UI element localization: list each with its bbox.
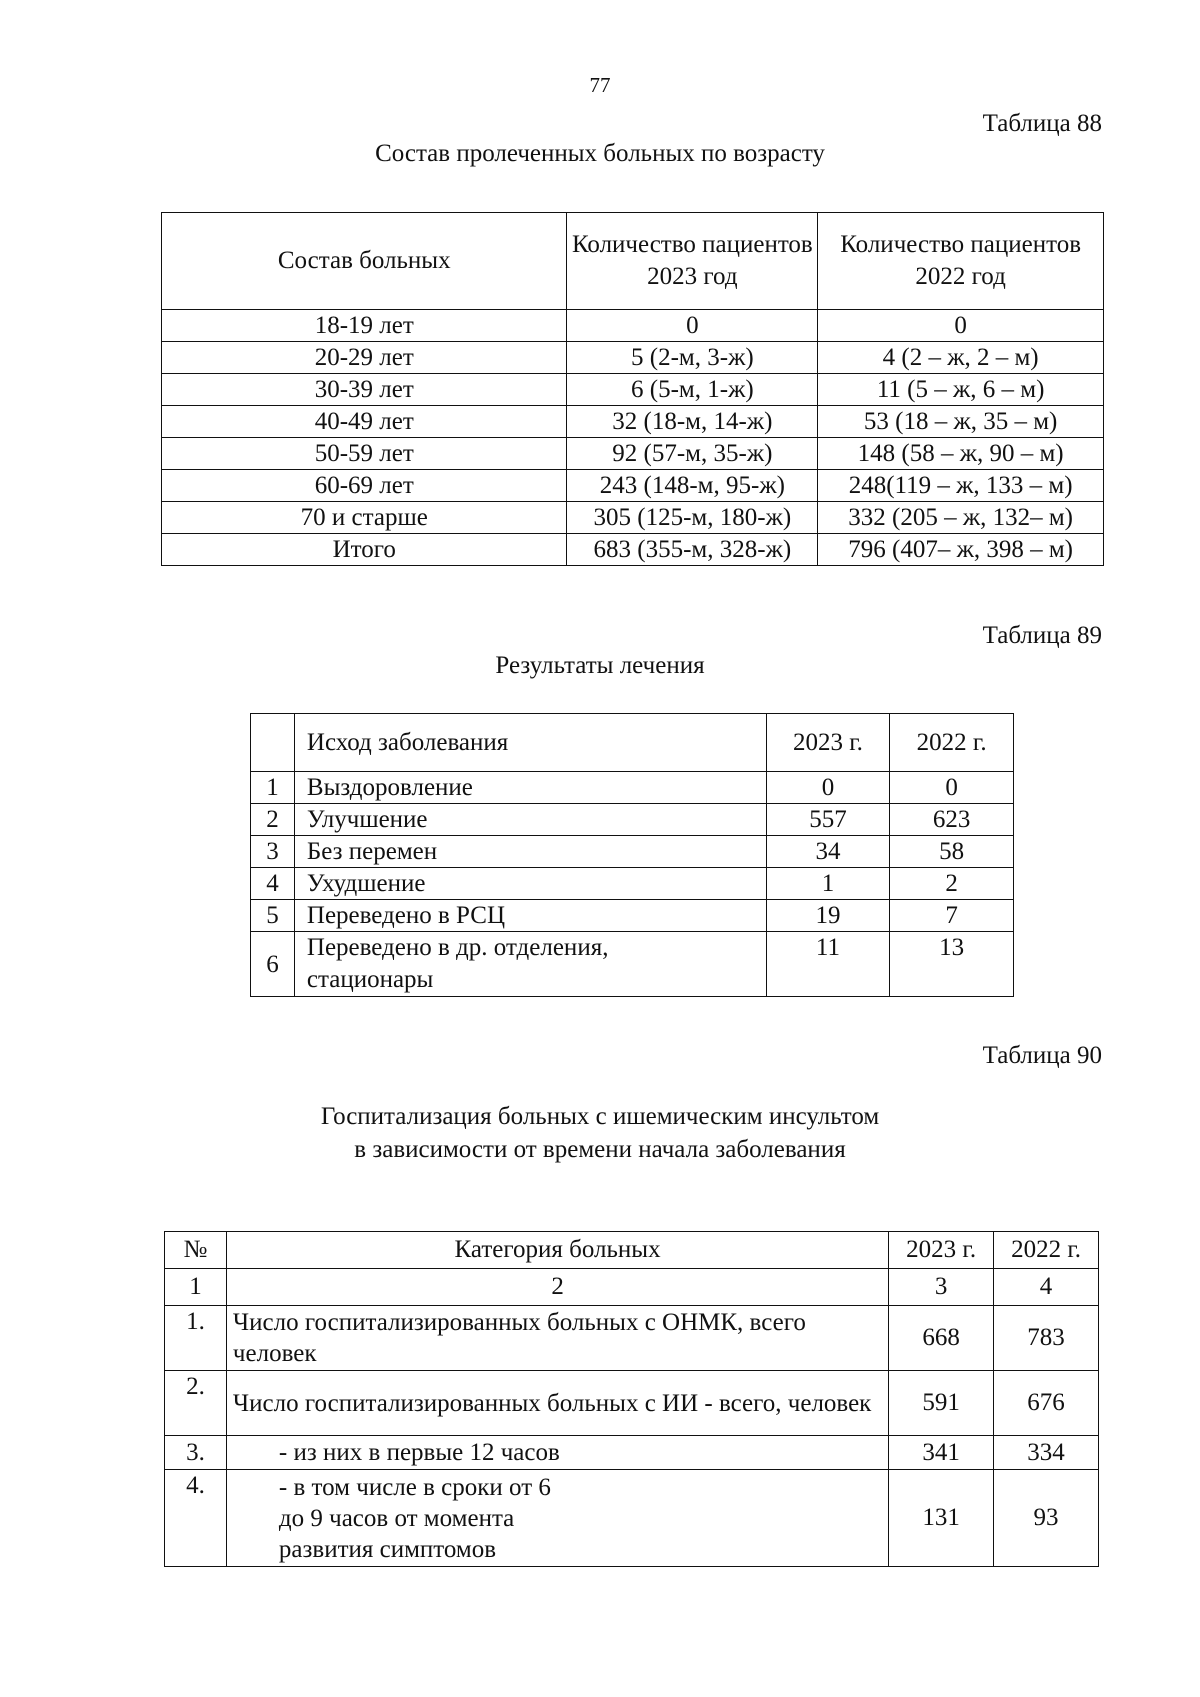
table88-header-cell: Состав больных [162, 213, 567, 310]
age-group-cell: 18-19 лет [162, 310, 567, 342]
value-2023-cell: 668 [889, 1306, 994, 1371]
table-row [251, 868, 1014, 900]
outcome-cell: Переведено в РСЦ [294, 900, 766, 932]
table90-header-cell: 2022 г. [994, 1232, 1099, 1269]
value-2023-cell: 591 [889, 1371, 994, 1436]
row-number-cell: 2 [251, 804, 295, 836]
table-row [162, 310, 1104, 342]
table-row [162, 438, 1104, 470]
row-number-cell: 5 [251, 900, 295, 932]
value-2023-cell: 1 [766, 868, 890, 900]
count-2022-cell: 248(119 – ж, 133 – м) [818, 470, 1104, 502]
table89-header-cell: 2023 г. [766, 714, 890, 772]
table89 [250, 713, 1014, 997]
count-2023-cell: 32 (18-м, 14-ж) [567, 406, 818, 438]
category-cell [226, 1470, 888, 1567]
count-2023-cell: 0 [567, 310, 818, 342]
table90-header-row [165, 1232, 1099, 1269]
count-2022-cell: 332 (205 – ж, 132– м) [818, 502, 1104, 534]
table88-header-row [162, 213, 1104, 310]
table-row [251, 804, 1014, 836]
category-text: - в том числе в сроки от 6 до 9 часов от момента развития симптомов [278, 1473, 551, 1563]
table88-label: Таблица 88 [982, 110, 1102, 137]
value-2022-cell: 0 [890, 772, 1014, 804]
table-row [165, 1306, 1099, 1371]
value-2022-cell: 676 [994, 1371, 1099, 1436]
value-2022-cell: 2 [890, 868, 1014, 900]
value-2022-cell: 93 [994, 1470, 1099, 1567]
row-number-cell: 4. [165, 1470, 227, 1567]
table88 [161, 212, 1104, 566]
count-2023-cell: 92 (57-м, 35-ж) [567, 438, 818, 470]
outcome-cell: Без перемен [294, 836, 766, 868]
outcome-cell: Улучшение [294, 804, 766, 836]
table89-header-cell: 2022 г. [890, 714, 1014, 772]
value-2023-cell: 11 [766, 932, 890, 997]
age-group-cell: 40-49 лет [162, 406, 567, 438]
age-group-cell: 70 и старше [162, 502, 567, 534]
table90 [164, 1231, 1099, 1567]
value-2023-cell: 341 [889, 1436, 994, 1470]
table89-header-cell: Исход заболевания [294, 714, 766, 772]
table-row [251, 772, 1014, 804]
row-number-cell: 6 [251, 932, 295, 997]
count-2022-cell: 796 (407– ж, 398 – м) [818, 534, 1104, 566]
table-row [251, 932, 1014, 997]
category-cell: - из них в первые 12 часов [226, 1436, 888, 1470]
table89-label: Таблица 89 [982, 622, 1102, 649]
value-2022-cell: 7 [890, 900, 1014, 932]
table90-colnum-row [165, 1269, 1099, 1306]
count-2023-cell: 305 (125-м, 180-ж) [567, 502, 818, 534]
age-group-cell: 30-39 лет [162, 374, 567, 406]
table-row [251, 836, 1014, 868]
table88-header-cell: Количество пациентов 2022 год [818, 213, 1104, 310]
table-row [251, 900, 1014, 932]
table-row [165, 1436, 1099, 1470]
row-number-cell: 2. [165, 1371, 227, 1436]
table90-title-line1: Госпитализация больных с ишемическим инсультом [320, 1103, 880, 1130]
row-number-cell: 1. [165, 1306, 227, 1371]
outcome-cell: Ухудшение [294, 868, 766, 900]
count-2022-cell: 148 (58 – ж, 90 – м) [818, 438, 1104, 470]
column-number-cell: 3 [889, 1269, 994, 1306]
row-number-cell: 3 [251, 836, 295, 868]
value-2022-cell: 58 [890, 836, 1014, 868]
table-row [162, 406, 1104, 438]
value-2023-cell: 19 [766, 900, 890, 932]
row-number-cell: 4 [251, 868, 295, 900]
value-2023-cell: 131 [889, 1470, 994, 1567]
age-group-cell: Итого [162, 534, 567, 566]
count-2022-cell: 11 (5 – ж, 6 – м) [818, 374, 1104, 406]
count-2023-cell: 5 (2-м, 3-ж) [567, 342, 818, 374]
outcome-text: Переведено в др. отделения, стационары [306, 934, 609, 993]
column-number-cell: 4 [994, 1269, 1099, 1306]
table90-label: Таблица 90 [982, 1042, 1102, 1069]
row-number-cell: 1 [251, 772, 295, 804]
value-2022-cell: 13 [890, 932, 1014, 997]
table90-header-cell: Категория больных [226, 1232, 888, 1269]
table-row [162, 502, 1104, 534]
value-2023-cell: 34 [766, 836, 890, 868]
table-row [162, 342, 1104, 374]
row-number-cell: 3. [165, 1436, 227, 1470]
table-row [162, 374, 1104, 406]
category-cell: Число госпитализированных больных с ИИ - всего, человек [226, 1371, 888, 1436]
outcome-cell: Выздоровление [294, 772, 766, 804]
count-2023-cell: 6 (5-м, 1-ж) [567, 374, 818, 406]
count-2023-cell: 683 (355-м, 328-ж) [567, 534, 818, 566]
table-row [165, 1371, 1099, 1436]
count-2022-cell: 53 (18 – ж, 35 – м) [818, 406, 1104, 438]
count-2022-cell: 4 (2 – ж, 2 – м) [818, 342, 1104, 374]
value-2023-cell: 0 [766, 772, 890, 804]
category-cell: Число госпитализированных больных с ОНМК, всего человек [226, 1306, 888, 1371]
outcome-cell [294, 932, 766, 997]
table89-header-row [251, 714, 1014, 772]
count-2023-cell: 243 (148-м, 95-ж) [567, 470, 818, 502]
table89-title: Результаты лечения [495, 652, 705, 679]
column-number-cell: 1 [165, 1269, 227, 1306]
table88-header-cell: Количество пациентов 2023 год [567, 213, 818, 310]
table89-header-cell [251, 714, 295, 772]
value-2022-cell: 783 [994, 1306, 1099, 1371]
page-number: 77 [589, 73, 611, 97]
table90-header-cell: 2023 г. [889, 1232, 994, 1269]
value-2022-cell: 623 [890, 804, 1014, 836]
table90-title-line2: в зависимости от времени начала заболевания [354, 1136, 846, 1163]
age-group-cell: 50-59 лет [162, 438, 567, 470]
table-row-total [162, 534, 1104, 566]
value-2022-cell: 334 [994, 1436, 1099, 1470]
table-row [162, 470, 1104, 502]
table90-header-cell: № [165, 1232, 227, 1269]
column-number-cell: 2 [226, 1269, 888, 1306]
count-2022-cell: 0 [818, 310, 1104, 342]
table-row [165, 1470, 1099, 1567]
value-2023-cell: 557 [766, 804, 890, 836]
age-group-cell: 60-69 лет [162, 470, 567, 502]
age-group-cell: 20-29 лет [162, 342, 567, 374]
table88-title: Состав пролеченных больных по возрасту [375, 140, 825, 167]
